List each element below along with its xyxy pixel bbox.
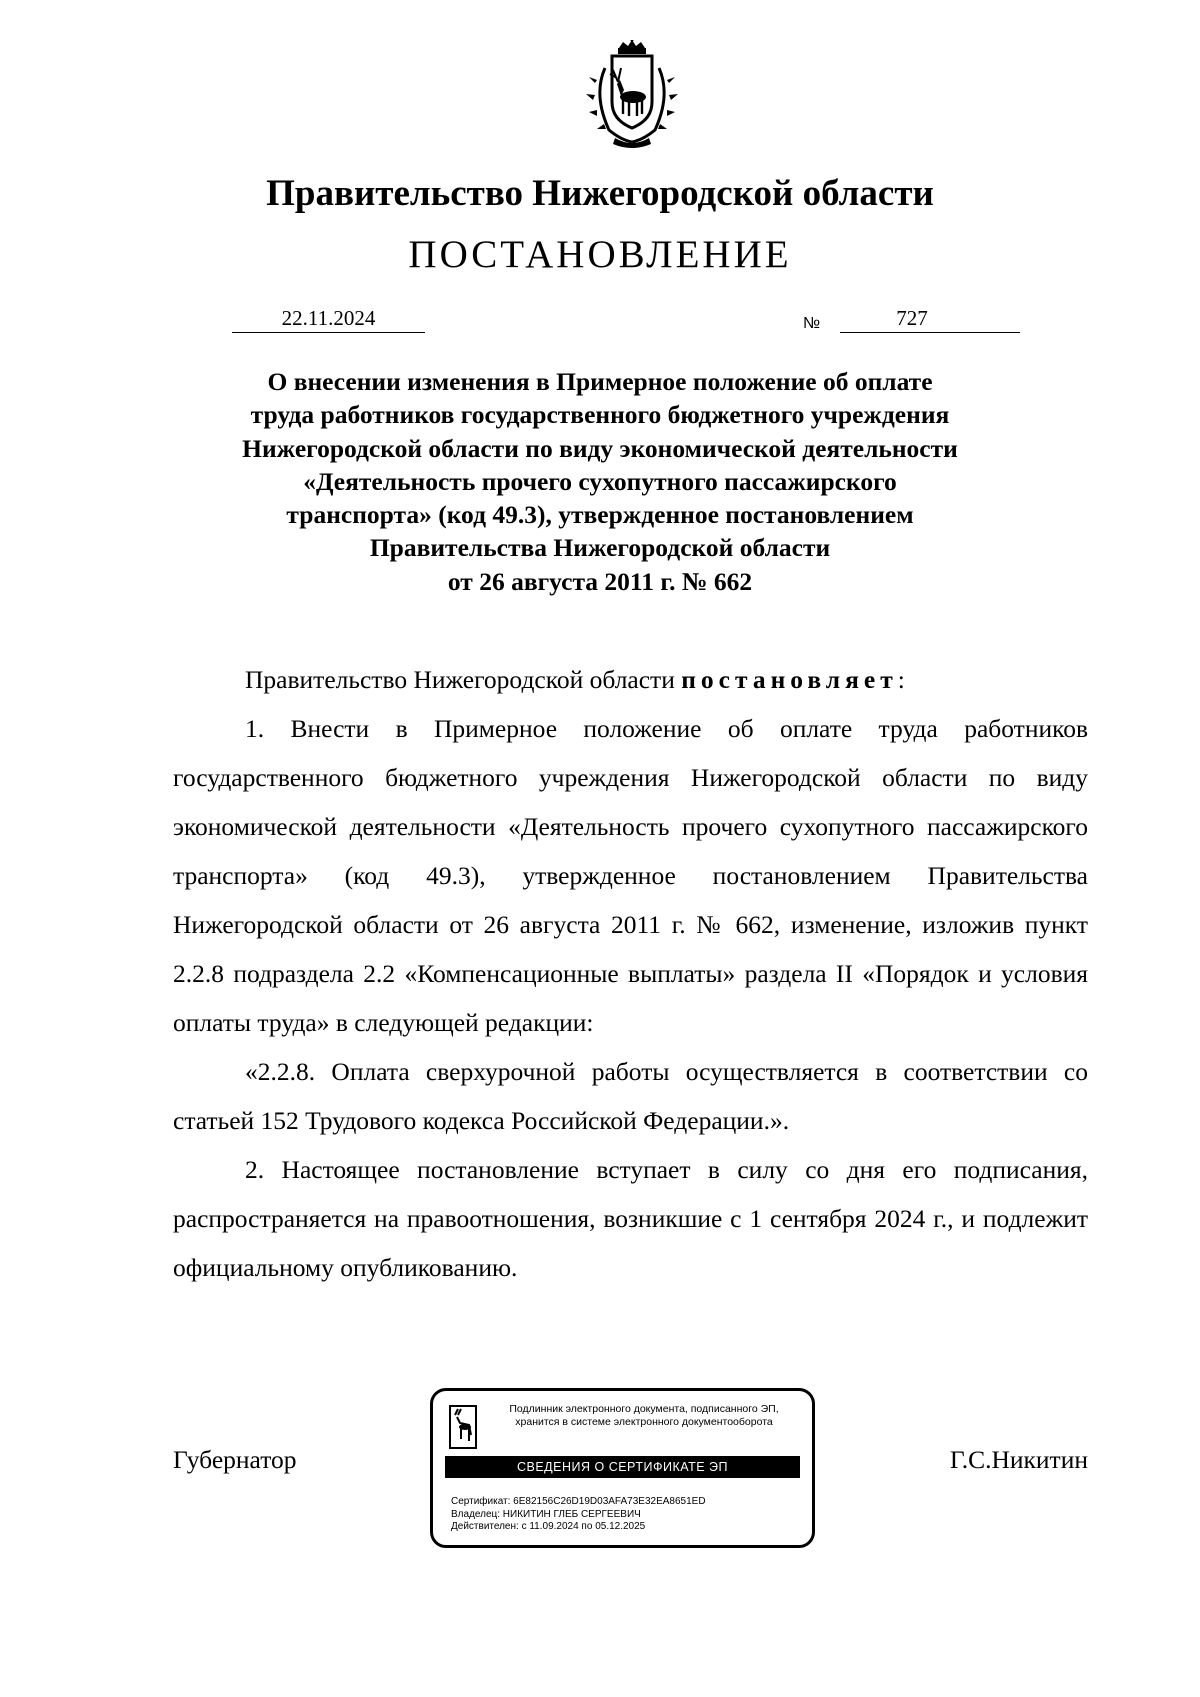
subject-line: «Деятельность прочего сухопутного пассажирского (303, 466, 897, 496)
electronic-signature-stamp (430, 1388, 815, 1548)
subject-line: О внесении изменения в Примерное положение об оплате (267, 367, 933, 396)
coat-of-arms-icon (577, 40, 687, 148)
subject-line: Нижегородской области по виду экономической деятельности (242, 433, 958, 463)
stamp-header-line: Подлинник электронного документа, подписанного ЭП, (509, 1403, 779, 1415)
document-number: 727 (840, 304, 1020, 333)
preamble (173, 655, 1088, 704)
preamble-prefix: Правительство Нижегородской области (245, 665, 682, 694)
document-type: ПОСТАНОВЛЕНИЕ (408, 233, 792, 276)
document-subject (200, 365, 1000, 598)
certificate-owner: Владелец: НИКИТИН ГЛЕБ СЕРГЕЕВИЧ (451, 1508, 641, 1520)
subject-line: транспорта» (код 49.3), утвержденное постановлением (286, 500, 914, 530)
number-label: № (803, 315, 821, 332)
stamp-header (479, 1403, 809, 1429)
document-body (173, 655, 1088, 1292)
subject-line: труда работников государственного бюджетного учреждения (250, 400, 950, 430)
certificate-validity: Действителен: с 11.09.2024 по 05.12.2025 (451, 1521, 646, 1532)
certificate-number: Сертификат: 6E82156C26D19D03AFA73E32EA8651ED (451, 1496, 706, 1507)
item-2: 2. Настоящее постановление вступает в силу со дня его подписания, распространяется на правоотношения, возникшие с 1 сентября 2024 г., и подлежит официальному опубликованию. (173, 1155, 1088, 1282)
subject-line: от 26 августа 2011 г. № 662 (447, 566, 753, 596)
decree-word: постановляет (681, 665, 898, 694)
deer-emblem-icon (449, 1405, 477, 1449)
stamp-header-line: хранится в системе электронного документооборота (515, 1416, 773, 1428)
subject-line: Правительства Нижегородской области (369, 533, 831, 563)
preamble-suffix: : (897, 665, 905, 694)
signatory-name: Г.С.Никитин (949, 1445, 1088, 1474)
organization-title: Правительство Нижегородской области (266, 173, 934, 214)
quoted-amendment: «2.2.8. Оплата сверхурочной работы осуществляется в соответствии со статьей 152 Трудового кодекса Российской Федерации.». (173, 1057, 1088, 1135)
document-date: 22.11.2024 (232, 304, 425, 333)
certificate-info-bar: СВЕДЕНИЯ О СЕРТИФИКАТЕ ЭП (445, 1456, 800, 1478)
item-1: 1. Внести в Примерное положение об оплате труда работников государственного бюджетного учреждения Нижегородской области по виду экономической деятельности «Деятельность прочего сухопутного пассажирского транспорта» (код 49.3), утвержденное постановлением Правительства Нижегородской области от 26 августа 2011 г. № 662, изменение, изложив пункт 2.2.8 подраздела 2.2 «Компенсационные выплаты» раздела II «Порядок и условия оплаты труда» в следующей редакции: (173, 714, 1088, 1037)
certificate-details (451, 1496, 706, 1534)
signatory-position: Губернатор (173, 1445, 297, 1474)
